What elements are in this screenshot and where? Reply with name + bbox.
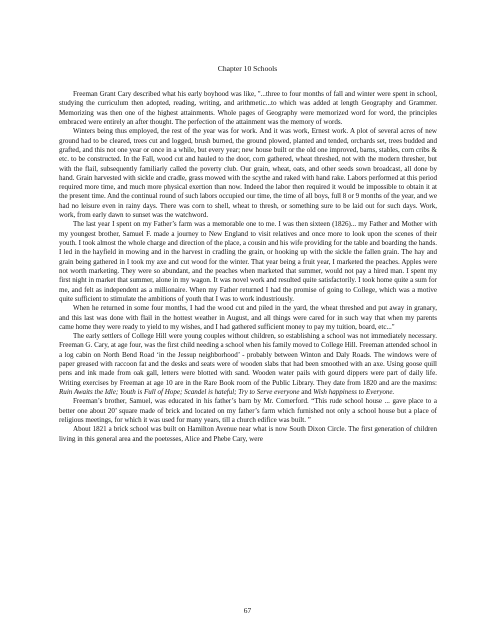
paragraph-5 [59,332,437,397]
chapter-title: Chapter 10 Schools [217,64,278,73]
paragraph-1: Freeman Grant Cary described what his early boyhood was like, "...three to four months of fall and winter were spent in school, studying the curriculum then adopted, reading, writing, and arithmetic...to which was added at length Geography and Grammer. Memorizing was then one of the highest attainments. Whole pages of Geography were memorized word for word, the principles embraced were entirely an after thought. The perfection of the attainment was the memory of words. [59,90,437,126]
maxims-text: Ruin Awaits the Idle; Youth is Full of Hope; Scandel is hateful; Try to Serve everyone [59,388,300,396]
page-number: 67 [243,606,252,615]
body-text [59,90,437,444]
maxims-last: Wish happiness to Everyone. [313,388,395,396]
paragraph-6: Freeman’s brother, Samuel, was educated in his father’s barn by Mr. Comerford. “This rude school house ... gave place to a better one about 20’ square made of brick and located on my father’s farm which furnished not only a school house but a place of religious meetings, for which it was used for many years, till a church edifice was built. ” [59,397,437,424]
paragraph-7: About 1821 a brick school was built on Hamilton Avenue near what is now South Dixon Circle. The first generation of children living in this general area and the poetesses, Alice and Phebe Cary, were [59,425,437,443]
paragraph-3: The last year I spent on my Father’s farm was a memorable one to me. I was then sixteen (1826)... my Father and Mother with my youngest brother, Samuel F. made a journey to New England to visit relatives and once more to look upon the scenes of their youth. I took almost the whole charge and direction of the place, a cousin and his wife providing for the table and boarding the hands. I led in the hayfield in mowing and in the harvest in cradling the grain, or hooking up with the sickle the fallen grain. The hay and grain being gathered in I took my axe and cut wood for the winter. That year being a fruit year, I marketed the peaches. Apples were not worth marketing. They were so abundant, and the peaches when marketed that summer, would not pay a hired man. I spent my first night in market that summer, alone in my wagon. It was novel work and resulted quite satisfactorily. I took home quite a sum for me, and felt as independent as a millionaire. When my Father returned I had the promise of going to College, which was a motive quite sufficient to stimulate the ambitions of youth that I was to work industriously. [59,220,437,303]
paragraph-5-text: The early settlers of College Hill were young couples without children, so establishing a school was not immediately necessary. Freeman G. Cary, at age four, was the first child needing a school when his family moved to College Hill. Freeman attended school in a log cabin on North Bend Road ‘in the Jessup neighborhood’ - probably between Winton and Daly Roads. The windows were of paper greased with raccoon fat and the desks and seats were of wooden slabs that had been smoothed with an axe. Using goose quill pens and ink made from oak gall, letters were blotted with sand. Wooden water pails with gourd dippers were part of daily life. Writing exercises by Freeman at age 10 are in the Rare Book room of the Public Library. They date from 1820 and are the maxims: [59,332,437,387]
paragraph-4: When he returned in some four months, I had the wood cut and piled in the yard, the wheat threshed and put away in granary, and this last was done with flail in the hottest weather in August, and all things were cared for in such way that when my parents came home they were ready to yield to my wishes, and I had gathered sufficient money to pay my tuition, board, etc..." [59,304,437,331]
paragraph-2: Winters being thus employed, the rest of the year was for work. And it was work, Ernest work. A plot of several acres of new ground had to be cleared, trees cut and logged, brush burned, the ground plowed, planted and tended, orchards set, trees budded and grafted, and this not one year or once in a while, but every year; new house built or the old one improved, barns, stables, corn cribs & etc. to be constructed. In the Fall, wood cut and hauled to the door, corn gathered, wheat threshed, not with the modern thresher, but with the flail, subsequently familiarly called the poverty club. Our grain, wheat, oats, and other seeds sown broadcast, all done by hand. Grain harvested with sickle and cradle, grass mowed with the scythe and raked with hand rake. Labors performed at this period required more time, and much more physical exertion than now. Indeed the labor then required it would be impossible to obtain it at the present time. And the continual round of such labors occupied our time, the time of all boys, full 8 or 9 months of the year, and we had no leisure even in rainy days. There was corn to shell, wheat to thresh, or something sure to be laid out for such days. Work, work, from early dawn to sunset was the watchword. [59,127,438,220]
maxims-and: and [299,388,314,396]
